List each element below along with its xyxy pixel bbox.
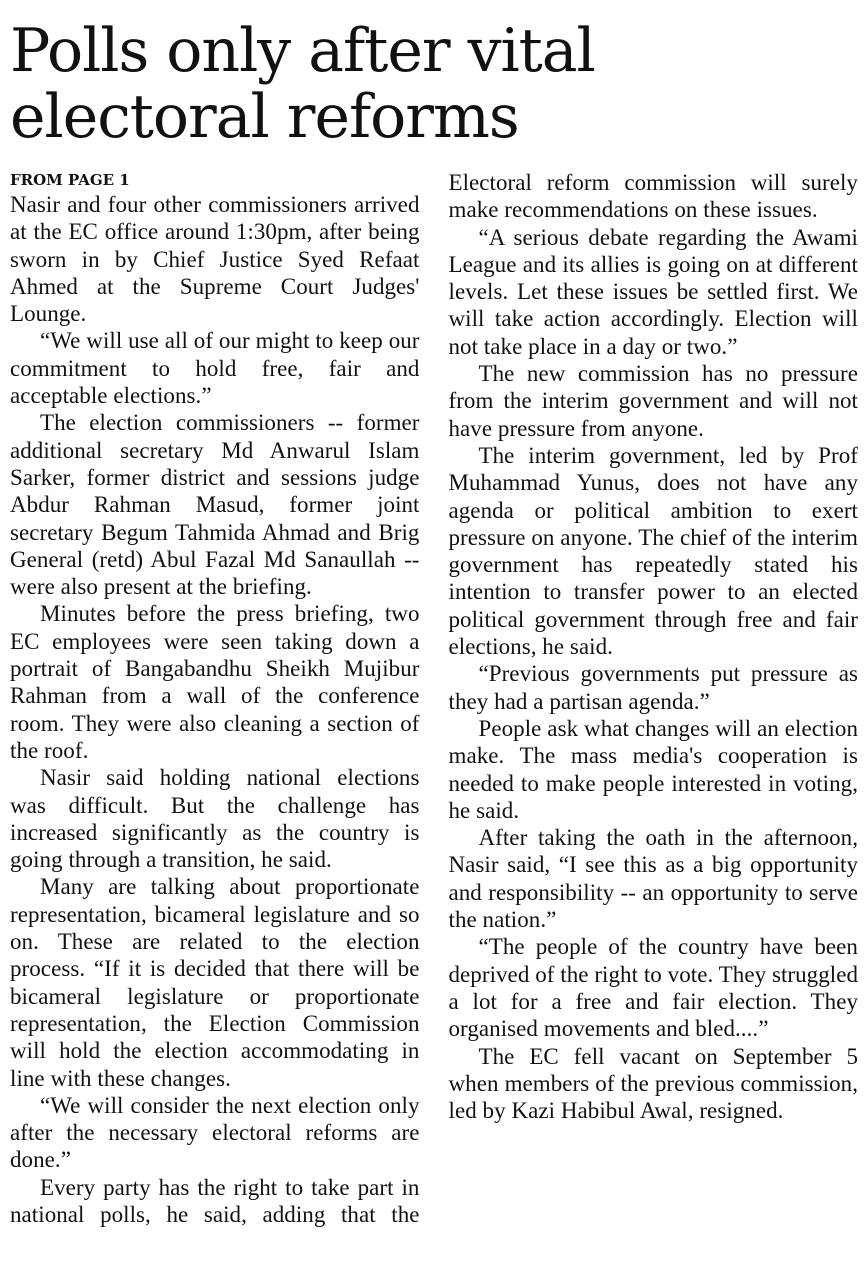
paragraph: Nasir and four other commissioners arrived at the EC office around 1:30pm, after being sworn in by Chief Justice Syed Refaat Ahmed at the Supreme Court Judges' Lounge. [10,192,420,327]
paragraph: “Previous governments put pressure as they had a partisan agenda.” [448,661,858,714]
paragraph: “The people of the country have been deprived of the right to vote. They struggled a lot for a free and fair election. They organised movements and bled....” [448,934,858,1042]
paragraph: Many are talking about proportionate representation, bicameral legislature and so on. These are related to the election process. “If it is decided that there will be bicameral legislature or proportionate representation, the Election Commission will hold the election accommodating in line with these changes. [10,874,420,1091]
paragraph: Nasir said holding national elections was difficult. But the challenge has increased significantly as the country is going through a transition, he said. [10,765,420,873]
paragraph: “A serious debate regarding the Awami League and its allies is going on at different levels. Let these issues be settled first. We will take action accordingly. Election will not take place in a day or two.” [448,224,858,359]
headline: Polls only after vital electoral reforms [10,16,595,152]
article-body [10,169,858,1275]
paragraph: “We will use all of our might to keep our commitment to hold free, fair and acceptable elections.” [10,328,420,409]
paragraph: After taking the oath in the afternoon, Nasir said, “I see this as a big opportunity and responsibility -- an opportunity to serve the nation.” [448,825,858,933]
paragraph: The new commission has no pressure from the interim government and will not have pressure from anyone. [448,361,858,441]
paragraph: The EC fell vacant on September 5 when members of the previous commission, led by Kazi Habibul Awal, resigned. [448,1043,858,1124]
paragraph: People ask what changes will an election make. The mass media's cooperation is needed to make people interested in voting, he said. [448,715,858,823]
paragraph: The election commissioners -- former additional secretary Md Anwarul Islam Sarker, former district and sessions judge Abdur Rahman Masud, former joint secretary Begum Tahmida Ahmad and Brig General (retd) Abul Fazal Md Sanaullah -- were also present at the briefing. [10,410,420,600]
paragraph: Every party has the right to take part in national polls, he said, adding that the Electoral reform commission will surely make recommendations on these issues. [10,170,858,1227]
continuation-kicker: FROM PAGE 1 [10,171,130,189]
paragraph: The interim government, led by Prof Muhammad Yunus, does not have any agenda or political ambition to exert pressure on anyone. The chief of the interim government has repeatedly stated his intention to transfer power to an elected political government through free and fair elections, he said. [448,442,858,660]
paragraph: Minutes before the press briefing, two EC employees were seen taking down a portrait of Bangabandhu Sheikh Mujibur Rahman from a wall of the conference room. They were also cleaning a section of the roof. [10,601,420,763]
paragraph: “We will consider the next election only after the necessary electoral reforms are done.” [10,1092,420,1173]
